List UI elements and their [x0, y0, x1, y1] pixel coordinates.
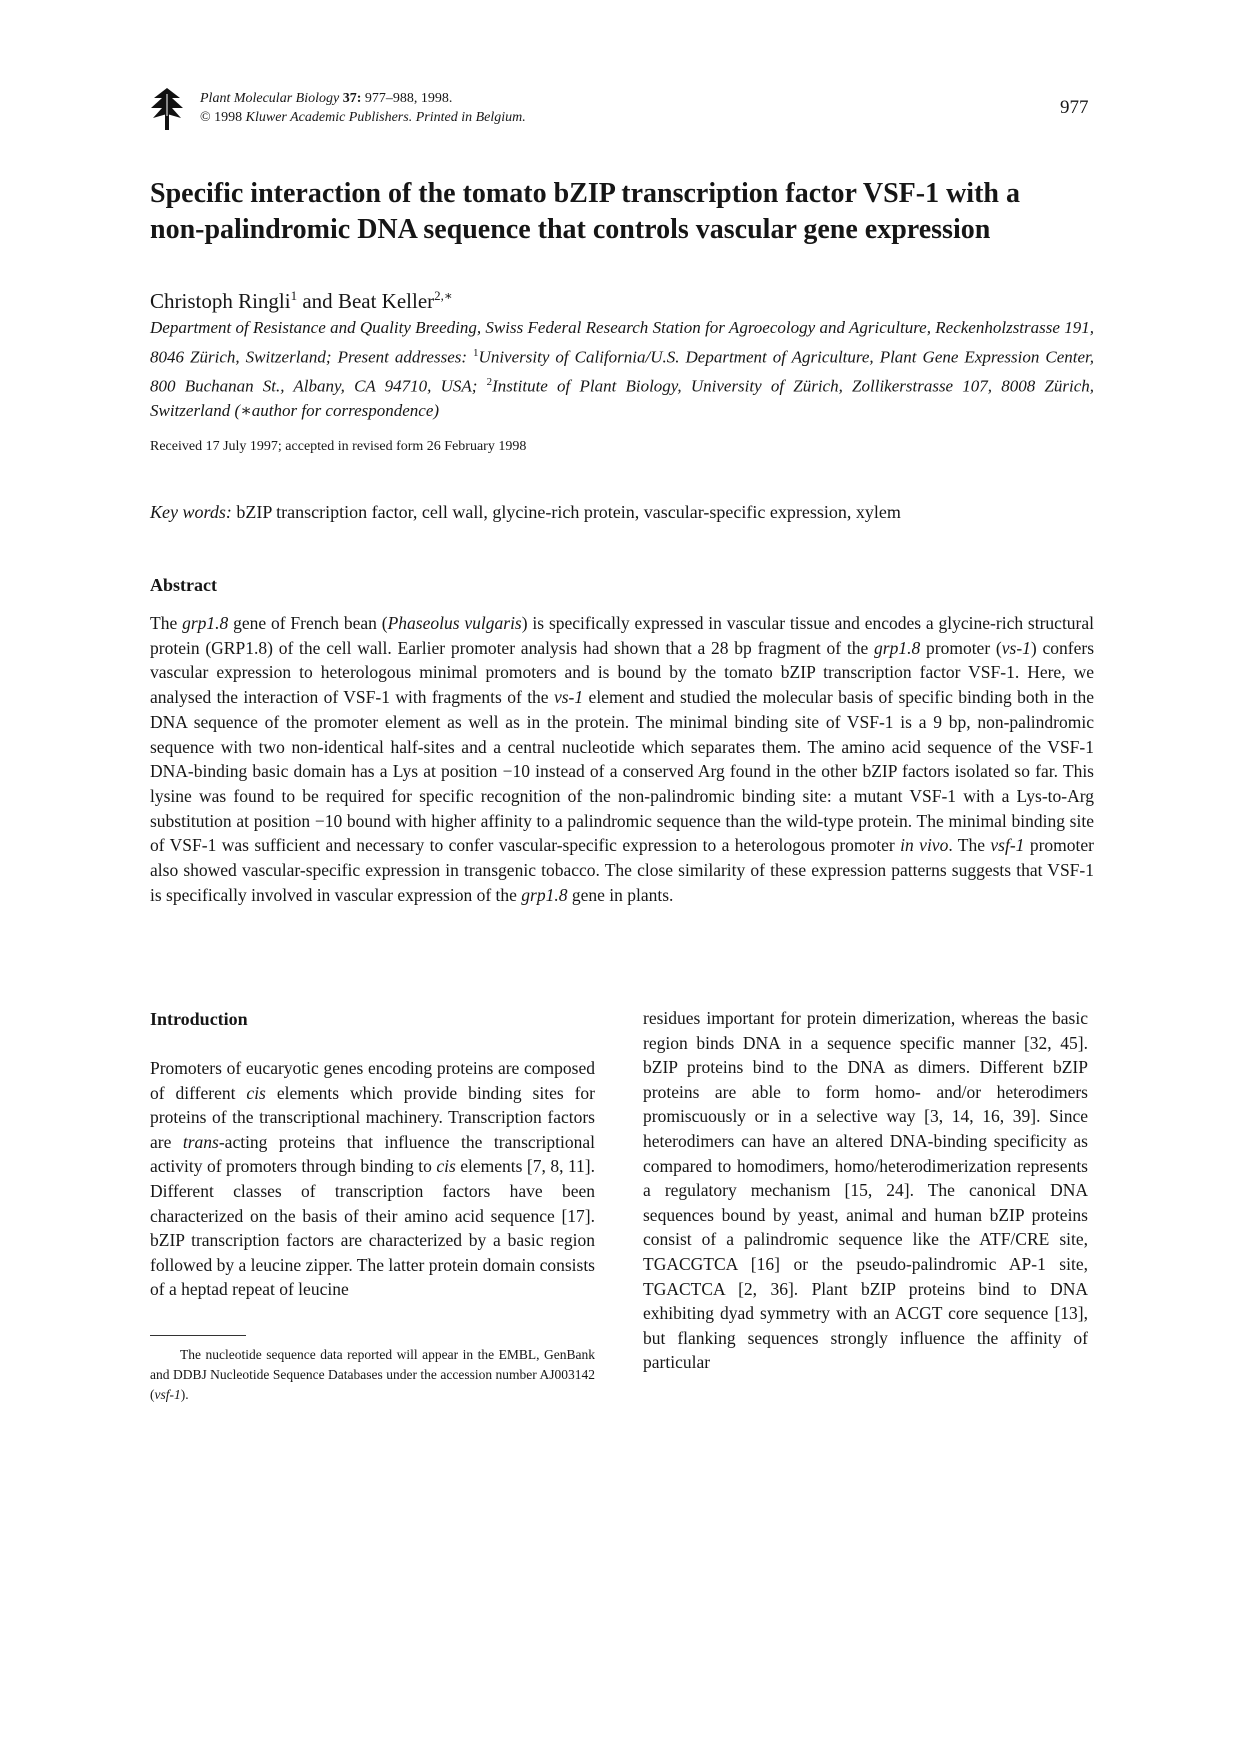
abstract-heading: Abstract — [150, 575, 217, 595]
intro-seg: elements [7, 8, 11]. Different classes of transcription factors have been characterized on the basis of their amino acid sequence [17]. bZIP transcription factors are characterized by a basic region followed by a leucine zipper. The latter protein domain consists of a heptad repeat of leucine — [150, 1156, 595, 1300]
publisher-tree-logo-icon — [150, 88, 184, 130]
copyright-year: 1998 — [214, 110, 243, 125]
title-line-1: Specific interaction of the tomato bZIP transcription factor VSF-1 with a — [150, 178, 1020, 209]
affiliation-mark-2: 2 — [486, 375, 493, 388]
affiliation-mark-1: 1 — [473, 346, 479, 359]
title-line-2: non-palindromic DNA sequence that controls vascular gene expression — [150, 214, 991, 245]
keywords-label: Key words: — [150, 502, 232, 522]
abstract-text — [150, 611, 1094, 907]
author-2-affil-mark: 2,∗ — [434, 288, 453, 303]
gene-name: grp1.8 — [874, 637, 921, 658]
gene-name: vsf-1 — [154, 1387, 181, 1402]
abstract-seg: gene in plants. — [571, 884, 674, 905]
received-dates: Received 17 July 1997; accepted in revised form 26 February 1998 — [150, 439, 527, 454]
intro-seg: Promoters of eucaryotic genes encoding proteins are composed of different — [150, 1058, 595, 1103]
affiliation-part-3: Institute of Plant Biology, University of Zürich, Zollikerstrasse 107, 8008 Zürich, Switzerland (∗author for correspondence) — [150, 376, 1095, 420]
author-list — [150, 288, 453, 314]
intro-column-1 — [150, 1056, 595, 1302]
intro-seg: elements which provide binding sites for proteins of the transcriptional machinery. Transcription factors are — [150, 1082, 595, 1152]
abstract-seg: promoter also showed vascular-specific expression in transgenic tobacco. The close similarity of these expression patterns suggests that VSF-1 is specifically involved in vascular expression of the — [150, 835, 1094, 905]
journal-pages-year: 977–988, 1998. — [364, 91, 453, 106]
page-number: 977 — [1060, 97, 1089, 118]
latin-term: trans — [182, 1131, 219, 1152]
introduction-heading: Introduction — [150, 1009, 248, 1029]
author-conjunction: and — [302, 289, 333, 313]
footnote-text: The nucleotide sequence data reported will appear in the EMBL, GenBank and DDBJ Nucleotide Sequence Databases under the accession number AJ003142 ( — [150, 1347, 595, 1402]
author-2: Beat Keller — [337, 289, 435, 313]
copyright-symbol: © — [200, 110, 211, 125]
element-name: vs-1 — [1001, 637, 1031, 658]
intro-seg: -acting proteins that influence the transcriptional activity of promoters through binding to — [150, 1131, 595, 1177]
affiliation-part-2: University of California/U.S. Department of Agriculture, Plant Gene Expression Center, 800 Buchanan St., Albany, CA 94710, USA; — [150, 347, 1095, 396]
author-1-affil-mark: 1 — [290, 288, 298, 303]
footnote — [150, 1345, 595, 1405]
abstract-seg: gene of French bean ( — [233, 613, 388, 633]
paper-title — [150, 176, 1110, 248]
gene-name: vsf-1 — [990, 835, 1025, 856]
publisher-name: Kluwer Academic Publishers. — [245, 110, 413, 125]
abstract-seg: promoter ( — [926, 637, 1002, 658]
latin-term: cis — [436, 1156, 456, 1177]
affiliation-part-1: Department of Resistance and Quality Breeding, Swiss Federal Research Station for Agroecology and Agriculture, Reckenholzstrasse 191, 8046 Zürich, Switzerland; Present addresses: — [150, 318, 1094, 367]
gene-name: grp1.8 — [182, 613, 229, 633]
species-name: Phaseolus vulgaris — [387, 613, 522, 633]
journal-name: Plant Molecular Biology — [200, 91, 340, 106]
affiliation — [150, 316, 1094, 423]
latin-term: cis — [246, 1082, 266, 1103]
intro-column-2: residues important for protein dimerization, whereas the basic region binds DNA in a sequence specific manner [32, 45]. bZIP proteins bind to the DNA as dimers. Different bZIP proteins are able to form homo- and/or heterodimers promiscuously or in a selective way [3, 14, 16, 39]. Since heterodimers can have an altered DNA-binding specificity as compared to homodimers, homo/heterodimerization represents a regulatory mechanism [15, 24]. The canonical DNA sequences bound by yeast, animal and human bZIP proteins consist of a palindromic sequence like the ATF/CRE site, TGACGTCA [16] or the pseudo-palindromic AP-1 site, TGACTCA [2, 36]. Plant bZIP proteins bind to DNA exhibiting dyad symmetry with an ACGT core sequence [13], but flanking sequences strongly influence the affinity of particular — [643, 1008, 1088, 1373]
printed-location: Printed in Belgium. — [415, 110, 526, 125]
abstract-seg: element and studied the molecular basis of specific binding both in the DNA sequence of the promoter element as well as in the protein. The minimal binding site of VSF-1 is a 9 bp, non-palindromic sequence with two non-identical half-sites and a central nucleotide which separates them. The amino acid sequence of the VSF-1 DNA-binding basic domain has a Lys at position −10 instead of a conserved Arg found in the other bZIP factors isolated so far. This lysine was found to be required for specific recognition of the non-palindromic binding site: a mutant VSF-1 with a Lys-to-Arg substitution at position −10 bound with higher affinity to a palindromic sequence than the wild-type protein. The minimal binding site of VSF-1 was sufficient and necessary to confer vascular-specific expression to a heterologous promoter — [150, 687, 1095, 856]
latin-term: in vivo — [900, 835, 949, 856]
footnote-end: ). — [180, 1387, 189, 1402]
abstract-seg: . The — [948, 835, 985, 856]
element-name: vs-1 — [553, 687, 584, 708]
gene-name: grp1.8 — [521, 884, 568, 905]
abstract-seg: ) is specifically expressed in vascular tissue and encodes a glycine-rich structural protein (GRP1.8) of the cell wall. Earlier promoter analysis had shown that a 28 bp fragment of the — [150, 613, 1095, 658]
author-1: Christoph Ringli — [150, 289, 291, 313]
keywords-text: bZIP transcription factor, cell wall, glycine-rich protein, vascular-specific expression, xylem — [236, 502, 901, 522]
copyright-line — [200, 109, 526, 126]
journal-volume: 37: — [342, 91, 362, 106]
keywords — [150, 502, 901, 523]
abstract-seg: The — [150, 613, 178, 633]
abstract-seg: ) confers vascular expression to heterologous minimal promoters and is bound by the tomato bZIP transcription factor VSF-1. Here, we analysed the interaction of VSF-1 with fragments of the — [150, 637, 1095, 708]
journal-citation — [200, 90, 452, 107]
footnote-rule — [150, 1335, 246, 1336]
